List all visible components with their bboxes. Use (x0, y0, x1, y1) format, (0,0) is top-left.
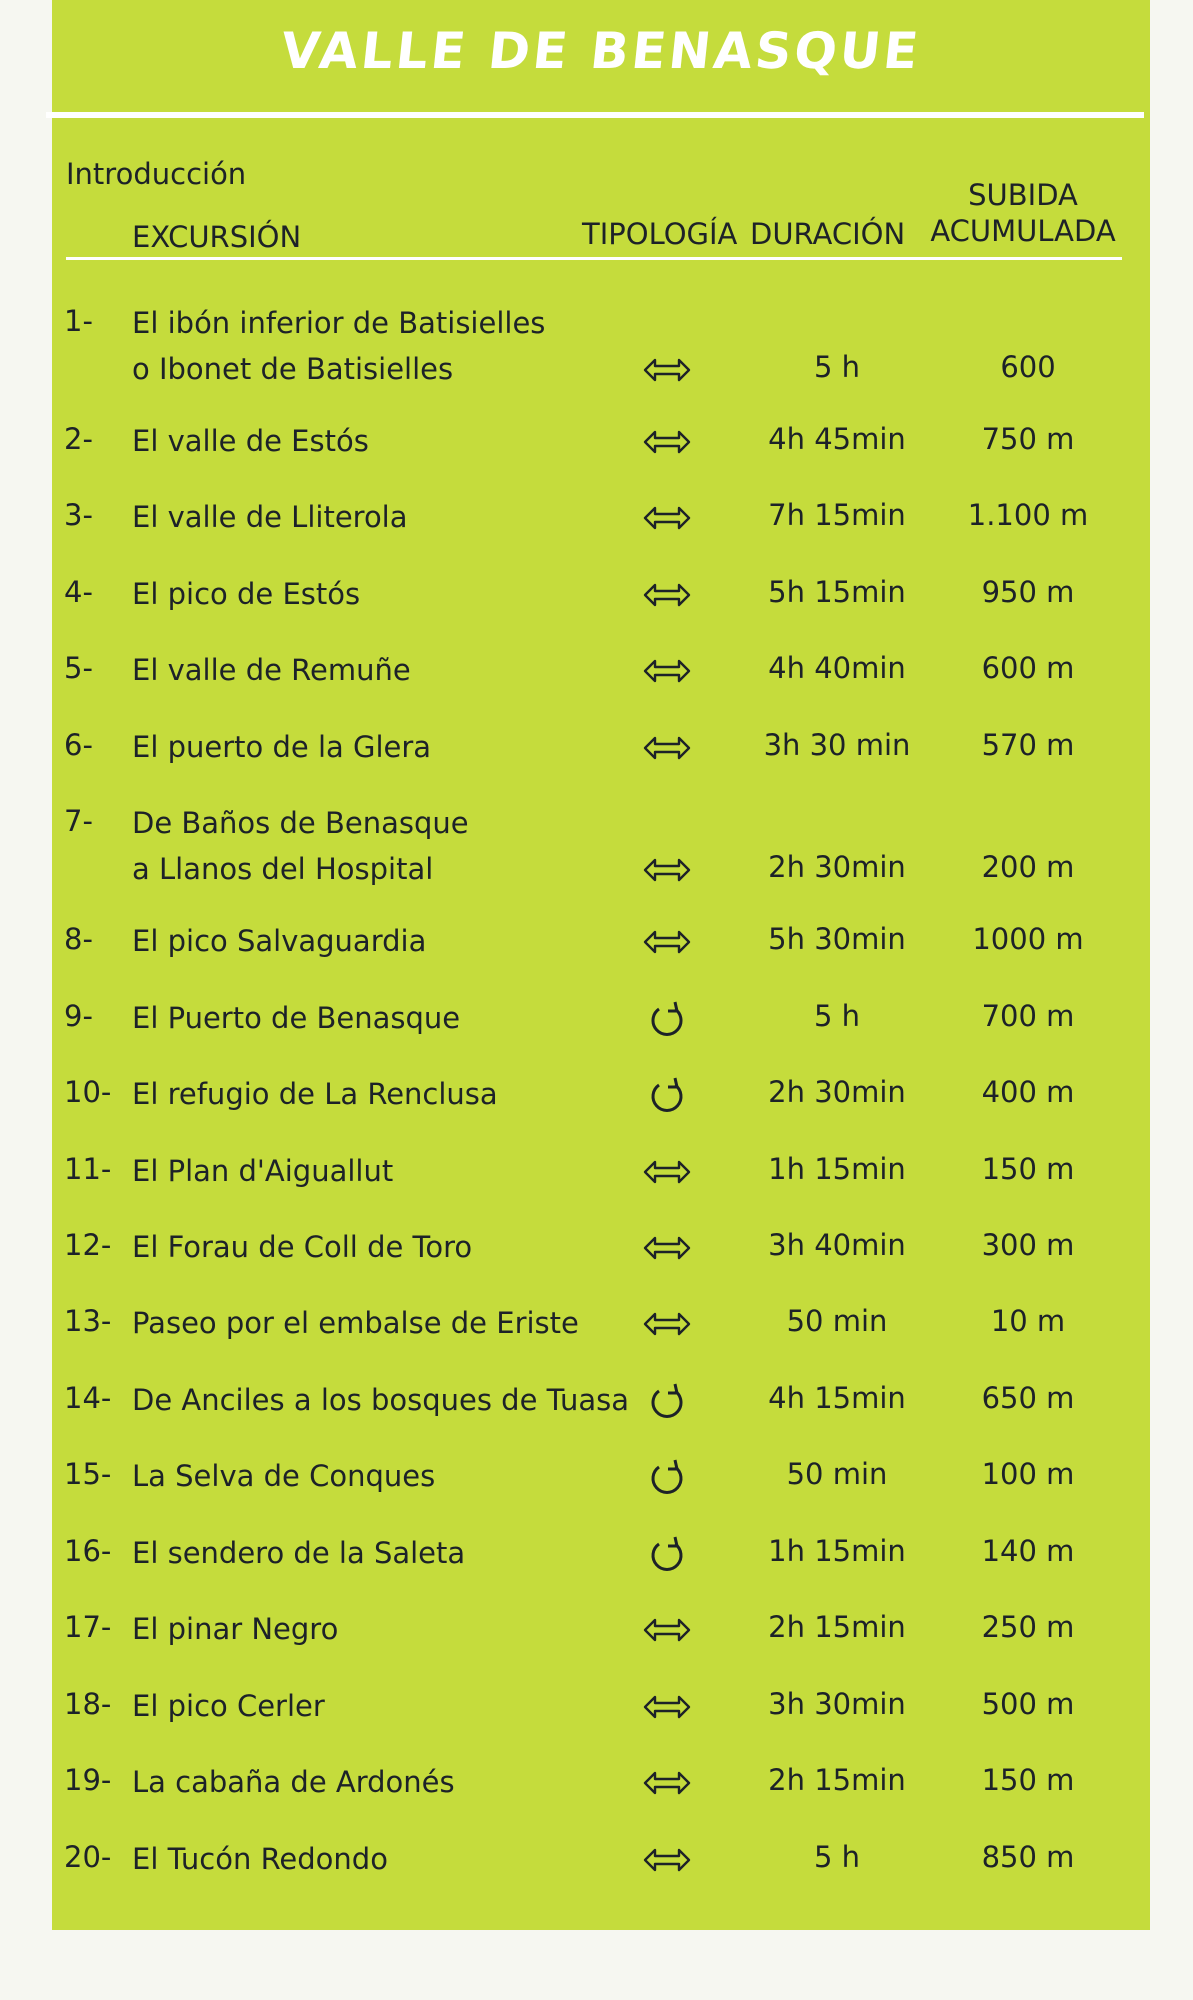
duration-value: 5h 30min (768, 922, 906, 956)
excursion-name-line: El pico de Estós (132, 577, 361, 611)
duration-value: 5 h (813, 1840, 861, 1874)
row-number: 13- (64, 1304, 112, 1338)
ascent-value: 570 m (981, 728, 1075, 762)
row-number: 7- (64, 804, 93, 838)
excursion-name (132, 995, 652, 1041)
row-number: 16- (64, 1534, 112, 1568)
duration-value: 50 min (786, 1304, 888, 1338)
row-number: 9- (64, 999, 93, 1033)
column-header-excursion: EXCURSIÓN (132, 220, 302, 254)
duration-value: 4h 15min (768, 1381, 906, 1415)
duration-value: 5 h (813, 350, 861, 384)
double-arrow-icon (637, 850, 697, 890)
ascent-value: 500 m (981, 1687, 1075, 1721)
page-title: VALLE DE BENASQUE (278, 22, 924, 80)
double-arrow-icon (637, 1687, 697, 1727)
excursion-name-line: De Anciles a los bosques de Tuasa (132, 1383, 629, 1417)
duration-value: 3h 30 min (763, 728, 911, 762)
excursion-name (132, 1606, 652, 1652)
double-arrow-icon (637, 350, 697, 390)
ascent-value: 700 m (981, 999, 1075, 1033)
column-header-subida-line1: SUBIDA (968, 178, 1078, 212)
circular-arrow-icon (637, 999, 697, 1039)
excursion-name-line: El valle de Lliterola (132, 500, 408, 534)
excursion-name (132, 1453, 652, 1499)
double-arrow-icon (637, 1840, 697, 1880)
ascent-value: 1.100 m (967, 498, 1089, 532)
excursion-name (132, 494, 652, 540)
ascent-value: 300 m (981, 1228, 1075, 1262)
excursion-name-line: El pico Salvaguardia (132, 924, 427, 958)
excursion-name-line: El Plan d'Aiguallut (132, 1154, 394, 1188)
duration-value: 3h 30min (768, 1687, 906, 1721)
ascent-value: 150 m (981, 1763, 1075, 1797)
excursion-name-line: El Forau de Coll de Toro (132, 1230, 473, 1264)
excursion-name-line: El Puerto de Benasque (132, 1001, 461, 1035)
duration-value: 50 min (786, 1457, 888, 1491)
circular-arrow-icon (637, 1381, 697, 1421)
ascent-value: 140 m (981, 1534, 1075, 1568)
row-number: 14- (64, 1381, 112, 1415)
double-arrow-icon (637, 651, 697, 691)
double-arrow-icon (637, 422, 697, 462)
circular-arrow-icon (637, 1457, 697, 1497)
ascent-value: 1000 m (972, 922, 1084, 956)
double-arrow-icon (637, 728, 697, 768)
row-number: 19- (64, 1763, 112, 1797)
row-number: 15- (64, 1457, 112, 1491)
intro-label: Introducción (66, 157, 247, 191)
excursion-name (132, 1148, 652, 1194)
row-number: 2- (64, 422, 93, 456)
excursion-table (52, 0, 1150, 1930)
double-arrow-icon (637, 575, 697, 615)
excursion-name (132, 1759, 652, 1805)
excursion-name (132, 1224, 652, 1270)
excursion-name (132, 1836, 652, 1882)
ascent-value: 400 m (981, 1075, 1075, 1109)
duration-value: 5 h (813, 999, 861, 1033)
double-arrow-icon (637, 1763, 697, 1803)
excursion-name-line: El ibón inferior de Batisielles (132, 306, 546, 340)
excursion-name (132, 1377, 652, 1423)
duration-value: 2h 30min (768, 1075, 906, 1109)
row-number: 8- (64, 922, 93, 956)
double-arrow-icon (637, 498, 697, 538)
ascent-value: 150 m (981, 1152, 1075, 1186)
duration-value: 5h 15min (768, 575, 906, 609)
double-arrow-icon (637, 1610, 697, 1650)
excursion-name-line: a Llanos del Hospital (132, 852, 434, 886)
excursion-name-line: Paseo por el embalse de Eriste (132, 1306, 579, 1340)
duration-value: 2h 15min (768, 1610, 906, 1644)
excursion-name (132, 1300, 652, 1346)
excursion-name-line: De Baños de Benasque (132, 806, 469, 840)
ascent-value: 650 m (981, 1381, 1075, 1415)
excursion-name-line: El valle de Estós (132, 424, 369, 458)
double-arrow-icon (637, 1228, 697, 1268)
double-arrow-icon (637, 1304, 697, 1344)
row-number: 10- (64, 1075, 112, 1109)
duration-value: 4h 40min (768, 651, 906, 685)
excursion-name (132, 1071, 652, 1117)
excursion-name-line: El pico Cerler (132, 1689, 325, 1723)
excursion-name (132, 300, 652, 392)
circular-arrow-icon (637, 1534, 697, 1574)
excursion-name-line: El pinar Negro (132, 1612, 339, 1646)
ascent-value: 850 m (981, 1840, 1075, 1874)
excursion-name-line: El valle de Remuñe (132, 653, 411, 687)
ascent-value: 250 m (981, 1610, 1075, 1644)
row-number: 20- (64, 1840, 112, 1874)
ascent-value: 600 m (981, 651, 1075, 685)
duration-value: 2h 30min (768, 850, 906, 884)
excursion-name (132, 724, 652, 770)
row-number: 18- (64, 1687, 112, 1721)
excursion-name-line: La cabaña de Ardonés (132, 1765, 455, 1799)
excursion-name-line: o Ibonet de Batisielles (132, 352, 454, 386)
row-number: 17- (64, 1610, 112, 1644)
ascent-value: 200 m (981, 850, 1075, 884)
excursion-name (132, 800, 652, 892)
excursion-name (132, 571, 652, 617)
ascent-value: 10 m (990, 1304, 1066, 1338)
row-number: 5- (64, 651, 93, 685)
row-number: 12- (64, 1228, 112, 1262)
duration-value: 3h 40min (768, 1228, 906, 1262)
excursion-name-line: La Selva de Conques (132, 1459, 436, 1493)
duration-value: 1h 15min (768, 1534, 906, 1568)
excursion-name (132, 418, 652, 464)
row-number: 6- (64, 728, 93, 762)
ascent-value: 600 (1000, 350, 1056, 384)
excursion-name-line: El puerto de la Glera (132, 730, 432, 764)
column-header-tipologia: TIPOLOGÍA (582, 217, 738, 251)
excursion-name (132, 918, 652, 964)
excursion-name (132, 1530, 652, 1576)
row-number: 1- (64, 304, 93, 338)
column-header-subida-line2: ACUMULADA (930, 214, 1116, 248)
row-number: 3- (64, 498, 93, 532)
duration-value: 1h 15min (768, 1152, 906, 1186)
excursions-panel (52, 0, 1150, 1930)
double-arrow-icon (637, 1152, 697, 1192)
duration-value: 4h 45min (768, 422, 906, 456)
column-header-duracion: DURACIÓN (750, 217, 906, 251)
double-arrow-icon (637, 922, 697, 962)
excursion-name-line: El refugio de La Renclusa (132, 1077, 498, 1111)
row-number: 11- (64, 1152, 112, 1186)
ascent-value: 750 m (981, 422, 1075, 456)
excursion-name-line: El sendero de la Saleta (132, 1536, 466, 1570)
row-number: 4- (64, 575, 93, 609)
excursion-name (132, 647, 652, 693)
duration-value: 2h 15min (768, 1763, 906, 1797)
circular-arrow-icon (637, 1075, 697, 1115)
excursion-name-line: El Tucón Redondo (132, 1842, 388, 1876)
duration-value: 7h 15min (768, 498, 906, 532)
ascent-value: 950 m (981, 575, 1075, 609)
ascent-value: 100 m (981, 1457, 1075, 1491)
excursion-name (132, 1683, 652, 1729)
